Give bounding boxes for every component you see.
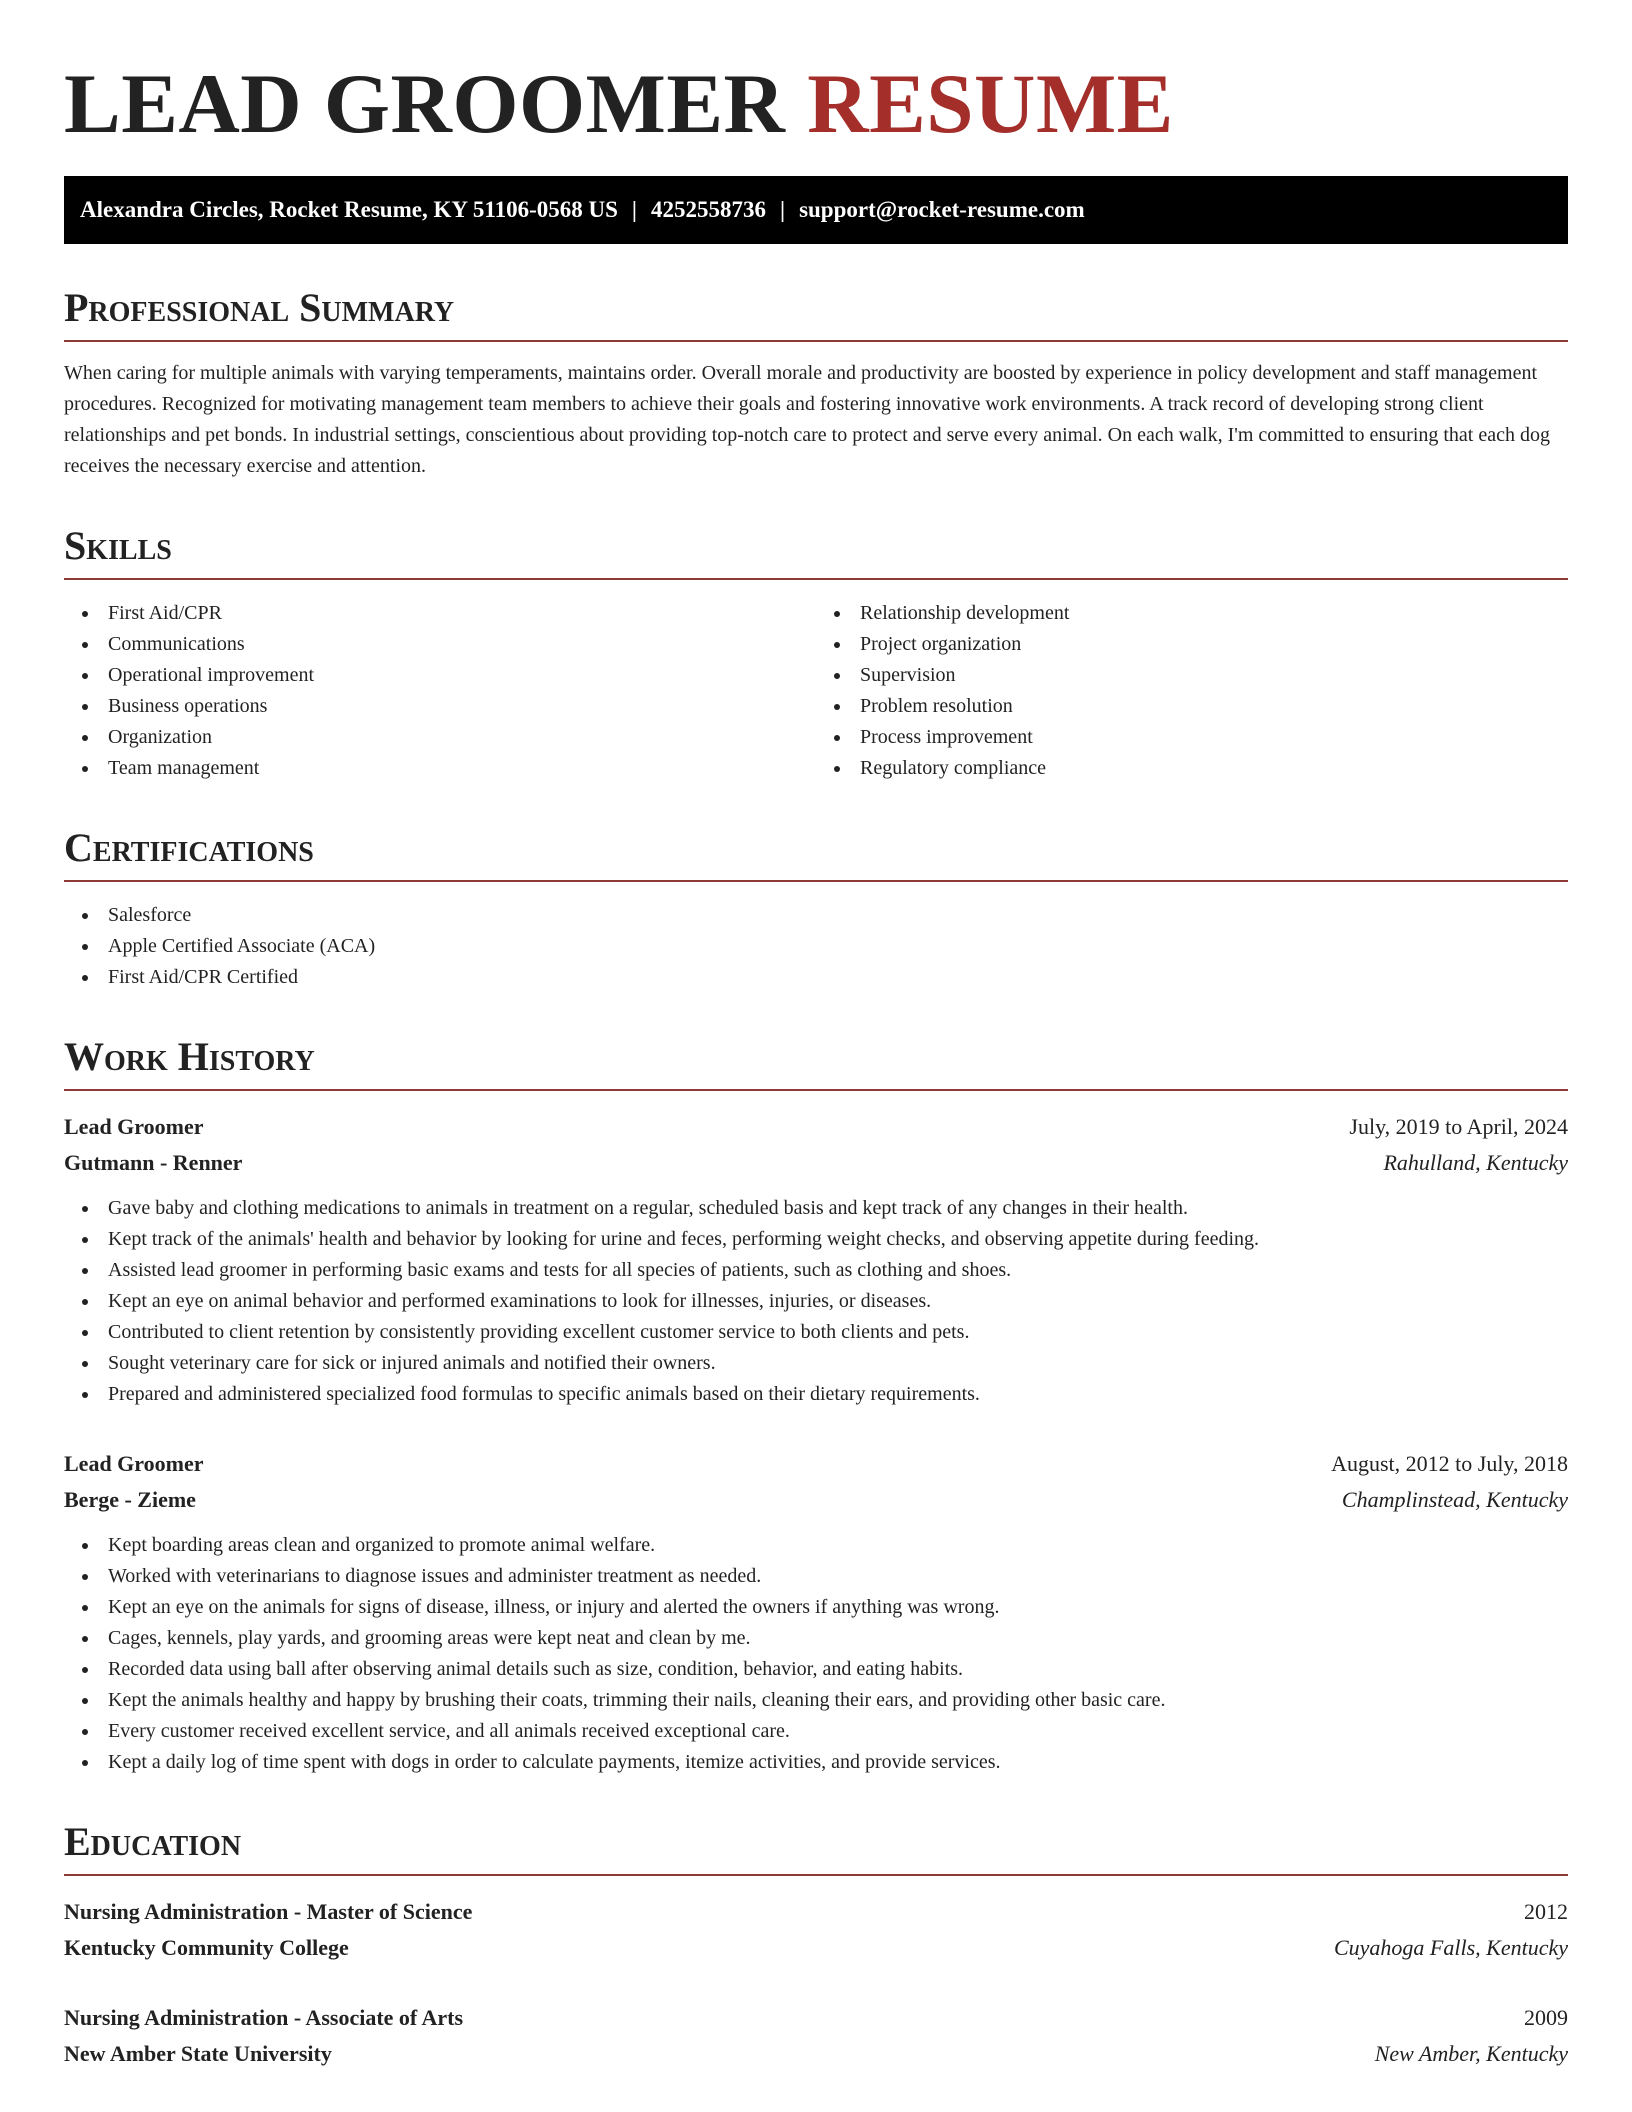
skill-item: Process improvement — [816, 722, 1568, 753]
job-duty: Kept boarding areas clean and organized to promote animal welfare. — [64, 1530, 1568, 1561]
section-heading: Professional Summary — [64, 284, 1568, 342]
education-section — [64, 1818, 1568, 2072]
skill-item: Problem resolution — [816, 691, 1568, 722]
contact-phone[interactable]: 4252558736 — [650, 197, 766, 222]
skills-list-left — [64, 598, 816, 784]
job-duty: Kept an eye on the animals for signs of disease, illness, or injury and alerted the owners if anything was wrong. — [64, 1592, 1568, 1623]
job-entry — [64, 1446, 1568, 1778]
resume-title — [64, 56, 1568, 152]
skill-item: Relationship development — [816, 598, 1568, 629]
summary-text: When caring for multiple animals with varying temperaments, maintains order. Overall morale and productivity are boosted by experience in policy development and staff management procedures. Recognized for motivating management team members to achieve their goals and fostering innovative work environments. A track record of developing strong client relationships and pet bonds. In industrial settings, conscientious about providing top-notch care to protect and serve every animal. On each walk, I'm committed to ensuring that each dog receives the necessary exercise and attention. — [64, 362, 1550, 477]
education-school: Kentucky Community College — [64, 1935, 349, 1960]
section-heading: Education — [64, 1818, 1568, 1876]
education-degree: Nursing Administration - Master of Science — [64, 1899, 473, 1924]
skill-item: First Aid/CPR — [64, 598, 816, 629]
certification-item: Apple Certified Associate (ACA) — [64, 931, 1568, 962]
job-company-row — [64, 1482, 1568, 1518]
job-location: Champlinstead, Kentucky — [1341, 1487, 1568, 1512]
education-year: 2012 — [1524, 1899, 1568, 1924]
title-accent: RESUME — [807, 57, 1174, 151]
job-entry — [64, 1109, 1568, 1410]
section-heading: Skills — [64, 522, 1568, 580]
education-school: New Amber State University — [64, 2041, 332, 2066]
certification-item: Salesforce — [64, 900, 1568, 931]
section-heading: Work History — [64, 1033, 1568, 1091]
skills-list-right — [816, 598, 1568, 784]
education-school-row — [64, 1930, 1568, 1966]
job-duties-list — [64, 1193, 1568, 1410]
contact-address: Alexandra Circles, Rocket Resume, KY 51106-0568 US — [80, 197, 618, 222]
job-duty: Cages, kennels, play yards, and grooming areas were kept neat and clean by me. — [64, 1623, 1568, 1654]
certifications-list — [64, 900, 1568, 993]
education-degree: Nursing Administration - Associate of Arts — [64, 2005, 464, 2030]
job-company-row — [64, 1145, 1568, 1181]
section-heading: Certifications — [64, 824, 1568, 882]
contact-bar — [64, 176, 1568, 244]
skill-item: Regulatory compliance — [816, 753, 1568, 784]
job-duties-list — [64, 1530, 1568, 1778]
skills-grid — [64, 598, 1568, 784]
job-dates: August, 2012 to July, 2018 — [1331, 1451, 1568, 1476]
skill-item: Business operations — [64, 691, 816, 722]
job-company: Gutmann - Renner — [64, 1150, 243, 1175]
job-duty: Kept a daily log of time spent with dogs in order to calculate payments, itemize activities, and provide services. — [64, 1747, 1568, 1778]
education-entry — [64, 2000, 1568, 2072]
job-header-row — [64, 1109, 1568, 1145]
skill-item: Organization — [64, 722, 816, 753]
skill-item: Project organization — [816, 629, 1568, 660]
job-duty: Kept track of the animals' health and behavior by looking for urine and feces, performing weight checks, and observing appetite during feeding. — [64, 1224, 1568, 1255]
work-history-section — [64, 1033, 1568, 1778]
contact-separator: | — [779, 197, 786, 222]
job-header-row — [64, 1446, 1568, 1482]
job-duty: Recorded data using ball after observing animal details such as size, condition, behavior, and eating habits. — [64, 1654, 1568, 1685]
job-duty: Gave baby and clothing medications to animals in treatment on a regular, scheduled basis and kept track of any changes in their health. — [64, 1193, 1568, 1224]
certifications-section — [64, 824, 1568, 993]
skill-item: Operational improvement — [64, 660, 816, 691]
job-duty: Every customer received excellent service, and all animals received exceptional care. — [64, 1716, 1568, 1747]
certification-item: First Aid/CPR Certified — [64, 962, 1568, 993]
job-title: Lead Groomer — [64, 1451, 204, 1476]
professional-summary-section — [64, 284, 1568, 482]
job-dates: July, 2019 to April, 2024 — [1349, 1114, 1568, 1139]
job-duty: Assisted lead groomer in performing basic exams and tests for all species of patients, such as clothing and shoes. — [64, 1255, 1568, 1286]
education-year: 2009 — [1524, 2005, 1568, 2030]
skill-item: Team management — [64, 753, 816, 784]
job-duty: Kept an eye on animal behavior and performed examinations to look for illnesses, injuries, or diseases. — [64, 1286, 1568, 1317]
skills-section — [64, 522, 1568, 784]
skill-item: Communications — [64, 629, 816, 660]
education-degree-row — [64, 1894, 1568, 1930]
contact-email[interactable]: support@rocket-resume.com — [799, 197, 1085, 222]
job-duty: Prepared and administered specialized food formulas to specific animals based on their dietary requirements. — [64, 1379, 1568, 1410]
job-duty: Contributed to client retention by consistently providing excellent customer service to both clients and pets. — [64, 1317, 1568, 1348]
job-company: Berge - Zieme — [64, 1487, 196, 1512]
contact-separator: | — [631, 197, 637, 222]
education-location: Cuyahoga Falls, Kentucky — [1333, 1935, 1568, 1960]
job-location: Rahulland, Kentucky — [1383, 1150, 1568, 1175]
job-title: Lead Groomer — [64, 1114, 204, 1139]
title-main: LEAD GROOMER — [64, 57, 786, 151]
job-duty: Worked with veterinarians to diagnose issues and administer treatment as needed. — [64, 1561, 1568, 1592]
skill-item: Supervision — [816, 660, 1568, 691]
education-location: New Amber, Kentucky — [1374, 2041, 1568, 2066]
education-school-row — [64, 2036, 1568, 2072]
education-degree-row — [64, 2000, 1568, 2036]
job-duty: Kept the animals healthy and happy by brushing their coats, trimming their nails, cleaning their ears, and providing other basic care. — [64, 1685, 1568, 1716]
education-entry — [64, 1894, 1568, 1966]
job-duty: Sought veterinary care for sick or injured animals and notified their owners. — [64, 1348, 1568, 1379]
